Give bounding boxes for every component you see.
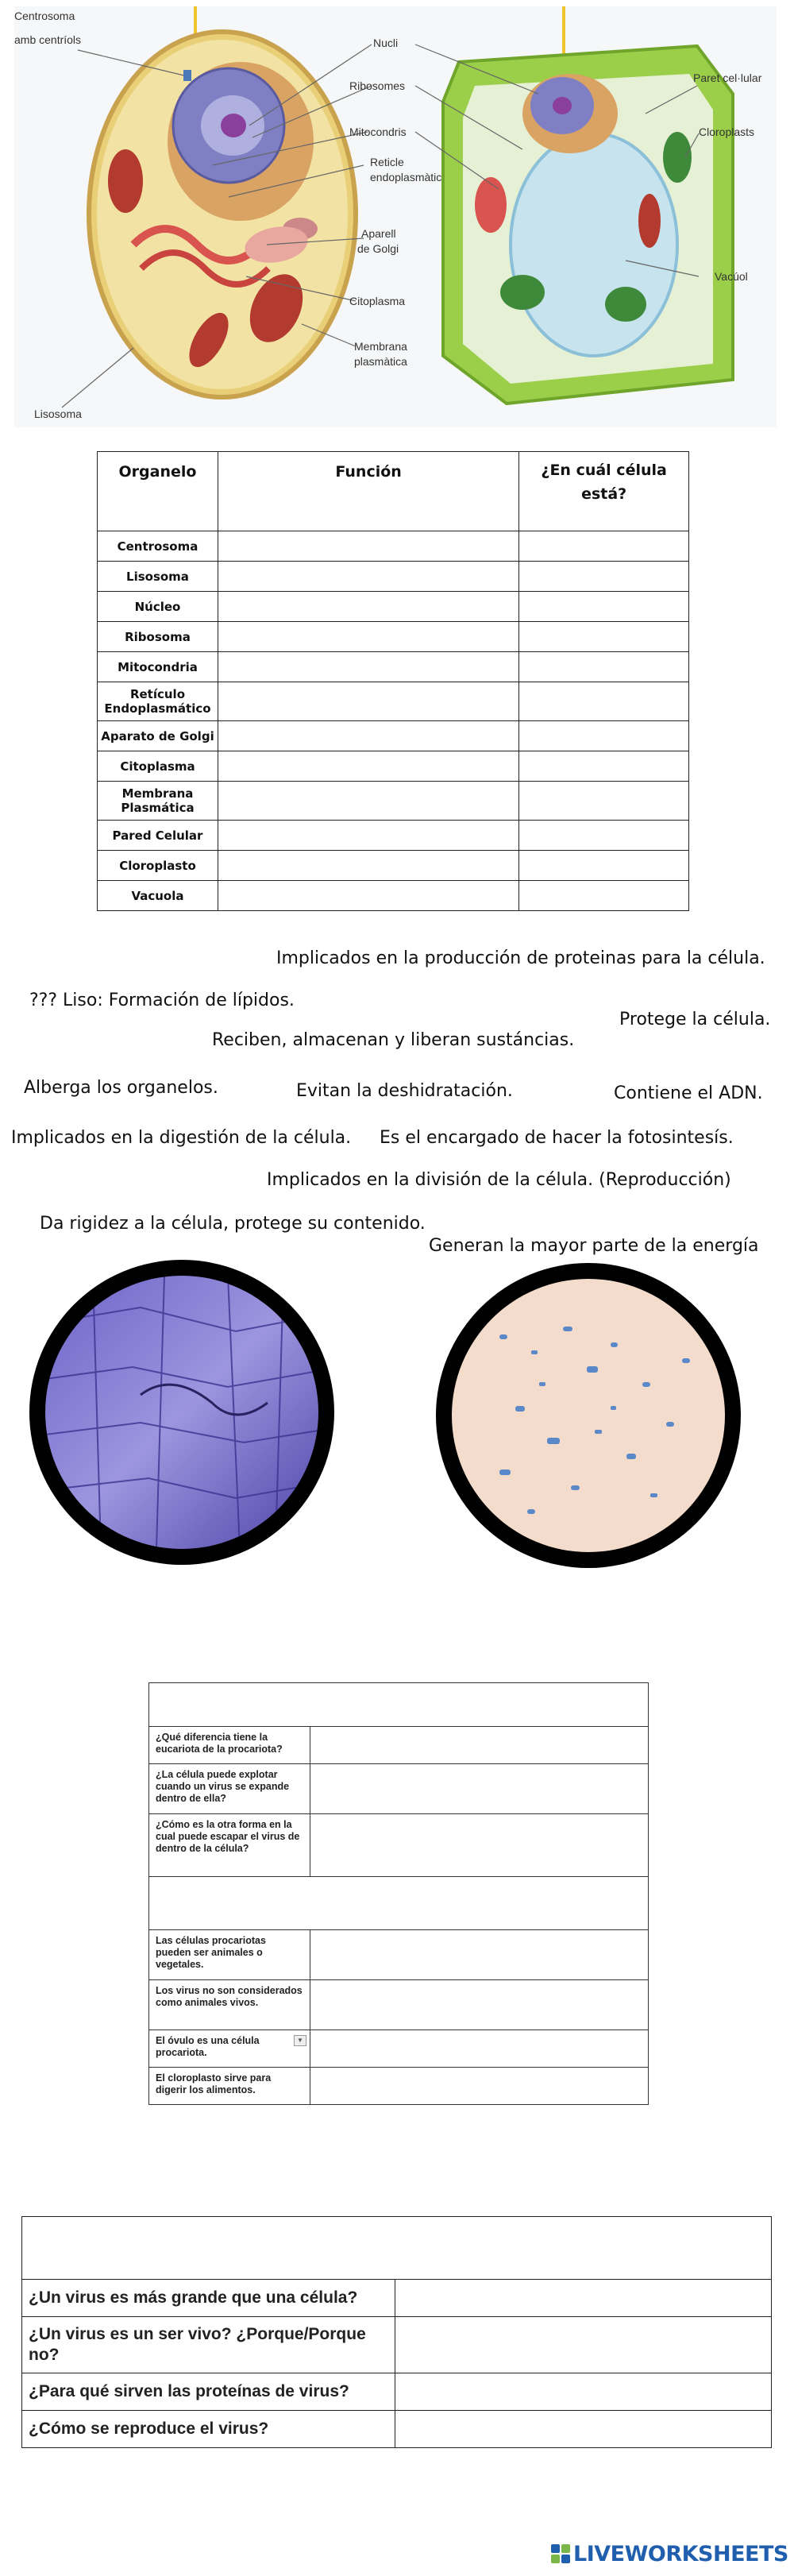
answer-field[interactable]	[310, 2068, 649, 2105]
organelle-table-header	[98, 452, 689, 531]
cell-type-answer[interactable]	[519, 821, 689, 851]
answer-field[interactable]	[310, 1814, 649, 1877]
table-row	[22, 2373, 772, 2411]
table-row	[98, 821, 689, 851]
organelle-name: Retículo Endoplasmático	[98, 682, 218, 721]
answer-field[interactable]	[395, 2373, 772, 2411]
answer-field[interactable]	[395, 2280, 772, 2317]
answer-field[interactable]	[310, 1930, 649, 1980]
table-row	[149, 2068, 649, 2105]
question-text: ¿Un virus es un ser vivo? ¿Porque/Porque no?	[22, 2317, 395, 2373]
cell-type-answer[interactable]	[519, 592, 689, 622]
liveworksheets-logo[interactable]	[551, 2540, 788, 2567]
bacteria-image	[452, 1279, 725, 1552]
label-golgi-line2: de Golgi	[357, 242, 399, 255]
logo-icon	[551, 2544, 570, 2563]
section-blank	[149, 1877, 649, 1930]
questions-table-2	[21, 2216, 772, 2448]
answer-field[interactable]	[310, 1980, 649, 2030]
organelle-name: Cloroplasto	[98, 851, 218, 881]
table-row	[98, 531, 689, 562]
table-row	[22, 2411, 772, 2448]
function-dropzone[interactable]	[218, 592, 518, 622]
organelle-name: Membrana Plasmática	[98, 782, 218, 821]
header-blank	[22, 2217, 772, 2280]
cell-type-answer[interactable]	[519, 721, 689, 751]
label-reticle-line2: endoplasmàtic	[370, 171, 442, 183]
table-row	[149, 1727, 649, 1764]
question-text: ¿Cómo es la otra forma en la cual puede escapar el virus de dentro de la célula?	[149, 1814, 310, 1877]
phrase-adn[interactable]: Contiene el ADN.	[614, 1083, 763, 1103]
label-membrana-line2: plasmàtica	[354, 355, 407, 368]
label-nucli: Nucli	[373, 37, 399, 49]
phrase-proteinas[interactable]: Implicados en la producción de proteinas para la célula.	[276, 948, 765, 968]
cell-type-answer[interactable]	[519, 531, 689, 562]
table-row	[98, 652, 689, 682]
phrase-fotosintesis[interactable]: Es el encargado de hacer la fotosintesís.	[380, 1128, 734, 1148]
table-row	[149, 1814, 649, 1877]
function-dropzone[interactable]	[218, 881, 518, 911]
function-dropzone[interactable]	[218, 821, 518, 851]
statement-text: Los virus no son considerados como animales vivos.	[149, 1980, 310, 2030]
microscope-view-bacteria	[436, 1263, 741, 1568]
function-dropzone[interactable]	[218, 782, 518, 821]
microscope-view-plant	[29, 1260, 334, 1565]
question-text: ¿Cómo se reproduce el virus?	[22, 2411, 395, 2448]
answer-field[interactable]	[310, 2030, 649, 2068]
cell-diagram	[14, 6, 777, 427]
header-blank	[149, 1683, 649, 1727]
table-row	[98, 721, 689, 751]
label-centriols: amb centríols	[14, 33, 82, 46]
table-header-row	[149, 1683, 649, 1727]
label-reticle-line1: Reticle	[370, 156, 404, 168]
organelle-name: Centrosoma	[98, 531, 218, 562]
organelle-table	[97, 451, 689, 911]
statement-cell	[149, 2030, 310, 2068]
table-row	[98, 682, 689, 721]
table-row	[149, 1930, 649, 1980]
organelle-name: Aparato de Golgi	[98, 721, 218, 751]
label-lisosoma: Lisosoma	[34, 407, 82, 420]
cell-type-answer[interactable]	[519, 782, 689, 821]
answer-field[interactable]	[310, 1727, 649, 1764]
organelle-name: Lisosoma	[98, 562, 218, 592]
statement-text: Las células procariotas pueden ser animales o vegetales.	[149, 1930, 310, 1980]
cell-type-answer[interactable]	[519, 562, 689, 592]
cell-type-answer[interactable]	[519, 652, 689, 682]
function-dropzone[interactable]	[218, 531, 518, 562]
organelle-name: Núcleo	[98, 592, 218, 622]
table-row	[98, 562, 689, 592]
organelle-name: Mitocondria	[98, 652, 218, 682]
phrase-liso[interactable]: ??? Liso: Formación de lípidos.	[29, 991, 295, 1010]
cell-type-answer[interactable]	[519, 682, 689, 721]
table-row	[98, 881, 689, 911]
questions-table-1	[148, 1682, 649, 2105]
label-cloroplasts: Cloroplasts	[699, 126, 755, 138]
cell-type-answer[interactable]	[519, 881, 689, 911]
statement-text: El cloroplasto sirve para digerir los alimentos.	[149, 2068, 310, 2105]
label-mitocondris: Mitocondris	[349, 126, 407, 138]
organelle-name: Ribosoma	[98, 622, 218, 652]
phrase-protege[interactable]: Protege la célula.	[619, 1010, 771, 1029]
answer-field[interactable]	[395, 2411, 772, 2448]
table-row	[98, 782, 689, 821]
function-dropzone[interactable]	[218, 682, 518, 721]
header-organelo: Organelo	[98, 452, 218, 531]
phrase-energia[interactable]: Generan la mayor parte de la energía	[429, 1236, 759, 1256]
header-celula: ¿En cuál célula está?	[519, 452, 689, 531]
chevron-down-icon[interactable]: ▼	[294, 2035, 306, 2046]
table-row	[98, 851, 689, 881]
table-row	[22, 2280, 772, 2317]
phrase-division[interactable]: Implicados en la división de la célula. (Reproducción)	[267, 1170, 731, 1190]
function-dropzone[interactable]	[218, 562, 518, 592]
table-row	[98, 751, 689, 782]
label-golgi-line1: Aparell	[361, 227, 396, 240]
plant-cells-image	[45, 1276, 318, 1549]
organelle-name: Pared Celular	[98, 821, 218, 851]
cell-type-answer[interactable]	[519, 622, 689, 652]
table-header-row	[22, 2217, 772, 2280]
table-row	[98, 592, 689, 622]
question-text: ¿Para qué sirven las proteínas de virus?	[22, 2373, 395, 2411]
phrase-reciben[interactable]: Reciben, almacenan y liberan sustáncias.	[212, 1030, 575, 1050]
logo-text: LIVEWORKSHEETS	[573, 2541, 788, 2566]
function-dropzone[interactable]	[218, 851, 518, 881]
label-centrosoma: Centrosoma	[14, 10, 75, 22]
cell-type-answer[interactable]	[519, 851, 689, 881]
table-header-row	[149, 1877, 649, 1930]
label-ribosomes: Ribosomes	[349, 79, 406, 92]
table-row	[149, 2030, 649, 2068]
label-vacuol: Vacúol	[715, 270, 748, 283]
label-membrana-line1: Membrana	[354, 340, 407, 353]
label-citoplasma: Citoplasma	[349, 295, 406, 307]
phrase-rigidez[interactable]: Da rigidez a la célula, protege su contenido.	[40, 1214, 426, 1234]
answer-field[interactable]	[310, 1764, 649, 1814]
question-text: ¿Qué diferencia tiene la eucariota de la procariota?	[149, 1727, 310, 1764]
organelle-name: Citoplasma	[98, 751, 218, 782]
function-dropzone[interactable]	[218, 652, 518, 682]
answer-field[interactable]	[395, 2317, 772, 2373]
label-paret: Paret cel·lular	[693, 71, 762, 84]
function-dropzone[interactable]	[218, 721, 518, 751]
table-row	[98, 622, 689, 652]
function-dropzone[interactable]	[218, 751, 518, 782]
header-funcion: Función	[218, 452, 518, 531]
function-dropzone[interactable]	[218, 622, 518, 652]
cell-type-answer[interactable]	[519, 751, 689, 782]
organelle-name: Vacuola	[98, 881, 218, 911]
phrase-digestion[interactable]: Implicados en la digestión de la célula.	[11, 1128, 352, 1148]
phrase-alberga[interactable]: Alberga los organelos.	[24, 1078, 218, 1098]
table-row	[22, 2317, 772, 2373]
question-text: ¿La célula puede explotar cuando un virus se expande dentro de ella?	[149, 1764, 310, 1814]
statement-text: El óvulo es una célula procariota.	[156, 2035, 260, 2058]
table-row	[149, 1980, 649, 2030]
phrase-deshidratacion[interactable]: Evitan la deshidratación.	[296, 1081, 513, 1101]
table-row	[149, 1764, 649, 1814]
question-text: ¿Un virus es más grande que una célula?	[22, 2280, 395, 2317]
